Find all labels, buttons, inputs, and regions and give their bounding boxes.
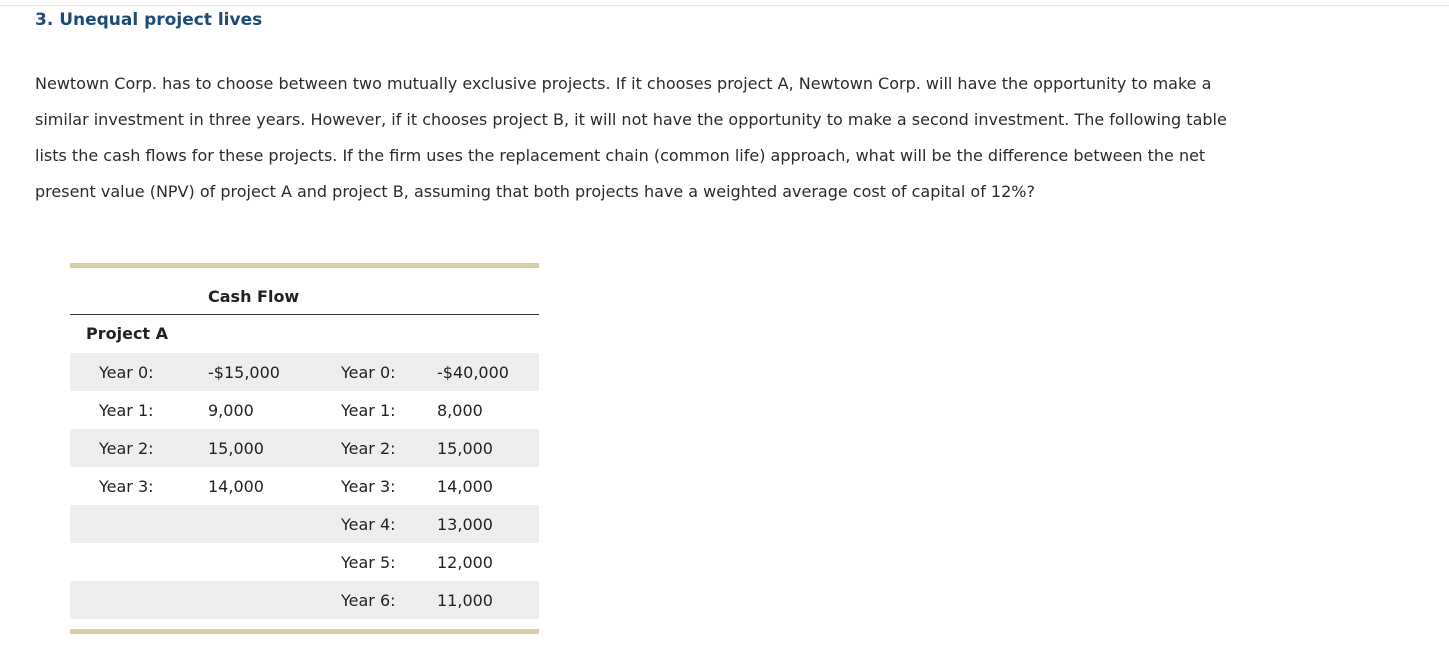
project-a-cash-flow: 15,000 (208, 439, 264, 458)
table-row (70, 505, 539, 543)
question-title: 3. Unequal project lives (35, 10, 263, 30)
project-b-year: Year 5: (341, 553, 396, 572)
project-b-year: Year 0: (341, 363, 396, 382)
project-b-cash-flow: 8,000 (437, 401, 483, 420)
table-row (70, 353, 539, 391)
project-a-row (70, 315, 539, 353)
project-b-cash-flow: 14,000 (437, 477, 493, 496)
project-a-year: Year 0: (99, 363, 154, 382)
project-b-cash-flow: 15,000 (437, 439, 493, 458)
project-a-cash-flow: 14,000 (208, 477, 264, 496)
cash-flow-header: Cash Flow (208, 287, 300, 306)
project-a-year: Year 1: (99, 401, 154, 420)
table-row (70, 543, 539, 581)
project-a-year: Year 3: (99, 477, 154, 496)
table-row (70, 429, 539, 467)
project-a-label: Project A (86, 324, 169, 343)
project-b-cash-flow: -$40,000 (437, 363, 509, 382)
top-divider (0, 5, 1449, 6)
table-row (70, 391, 539, 429)
question-text (35, 66, 1405, 210)
table-row (70, 467, 539, 505)
question-line: Newtown Corp. has to choose between two mutually exclusive projects. If it chooses project A, Newtown Corp. will have the opportunity to make a (35, 74, 1212, 93)
project-a-cash-flow: 9,000 (208, 401, 254, 420)
table-bottom-bar (70, 629, 539, 634)
project-b-year: Year 6: (341, 591, 396, 610)
project-b-cash-flow: 13,000 (437, 515, 493, 534)
question-line: lists the cash flows for these projects. If the firm uses the replacement chain (common life) approach, what will be the difference between the net (35, 146, 1206, 165)
question-line: present value (NPV) of project A and project B, assuming that both projects have a weighted average cost of capital of 12%? (35, 182, 1035, 201)
project-b-year: Year 4: (341, 515, 396, 534)
question-line: similar investment in three years. However, if it chooses project B, it will not have the opportunity to make a second investment. The following table (35, 110, 1227, 129)
table-row (70, 581, 539, 619)
project-a-cash-flow: -$15,000 (208, 363, 280, 382)
cash-flow-table (70, 263, 539, 634)
table-header-row (70, 268, 539, 315)
project-b-year: Year 1: (341, 401, 396, 420)
project-b-cash-flow: 11,000 (437, 591, 493, 610)
project-a-year: Year 2: (99, 439, 154, 458)
project-b-year: Year 3: (341, 477, 396, 496)
project-b-year: Year 2: (341, 439, 396, 458)
project-b-cash-flow: 12,000 (437, 553, 493, 572)
